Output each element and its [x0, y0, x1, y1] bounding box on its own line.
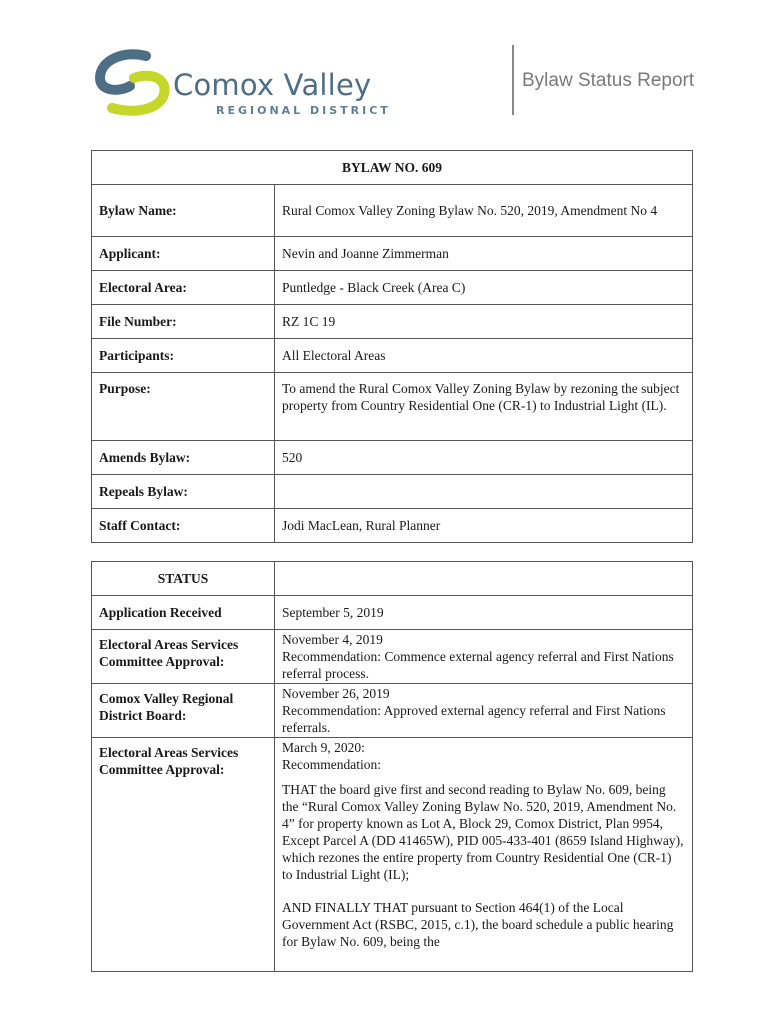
row-value — [275, 475, 693, 509]
table-row — [92, 509, 693, 543]
row-label: File Number: — [92, 305, 275, 339]
row-label: Electoral Areas Services Committee Approval: — [92, 738, 275, 972]
row-label: Application Received — [92, 596, 275, 630]
cvrd-logo — [94, 48, 394, 120]
row-value — [275, 684, 693, 738]
status-table — [91, 561, 693, 972]
resolution-paragraph: AND FINALLY THAT pursuant to Section 464(1) of the Local Government Act (RSBC, 2015, c.1), the board schedule a public hearing for Bylaw No. 609, being the — [282, 900, 674, 949]
row-label: Purpose: — [92, 373, 275, 441]
row-label: Staff Contact: — [92, 509, 275, 543]
status-recommendation: Recommendation: — [282, 757, 381, 772]
row-value: RZ 1C 19 — [275, 305, 693, 339]
row-value — [275, 738, 693, 972]
org-subtitle: REGIONAL DISTRICT — [216, 104, 391, 117]
table-row — [92, 630, 693, 684]
bylaw-table — [91, 150, 693, 543]
row-label: Applicant: — [92, 237, 275, 271]
report-title: Bylaw Status Report — [522, 70, 695, 91]
status-recommendation: Recommendation: Commence external agency referral and First Nations referral process. — [282, 649, 674, 681]
row-label: Comox Valley Regional District Board: — [92, 684, 275, 738]
table-row — [92, 738, 693, 972]
table-row — [92, 684, 693, 738]
row-value: September 5, 2019 — [275, 596, 693, 630]
row-value: Puntledge - Black Creek (Area C) — [275, 271, 693, 305]
row-value: 520 — [275, 441, 693, 475]
table-row — [92, 596, 693, 630]
row-label: Electoral Areas Services Committee Approval: — [92, 630, 275, 684]
bylaw-number: BYLAW NO. 609 — [92, 151, 693, 185]
table-row — [92, 373, 693, 441]
row-value: Jodi MacLean, Rural Planner — [275, 509, 693, 543]
status-recommendation: Recommendation: Approved external agency referral and First Nations referrals. — [282, 703, 666, 735]
table-row — [92, 562, 693, 596]
table-row — [92, 237, 693, 271]
table-row — [92, 185, 693, 237]
row-value: To amend the Rural Comox Valley Zoning Bylaw by rezoning the subject property from Country Residential One (CR-1) to Industrial Light (IL). — [275, 373, 693, 441]
row-label: Repeals Bylaw: — [92, 475, 275, 509]
status-date: March 9, 2020: — [282, 740, 365, 755]
status-heading-blank — [275, 562, 693, 596]
table-row — [92, 151, 693, 185]
status-date: November 4, 2019 — [282, 632, 383, 647]
table-row — [92, 441, 693, 475]
table-row — [92, 271, 693, 305]
row-label: Electoral Area: — [92, 271, 275, 305]
status-date: November 26, 2019 — [282, 686, 390, 701]
row-value: All Electoral Areas — [275, 339, 693, 373]
row-value — [275, 630, 693, 684]
table-row — [92, 475, 693, 509]
cvrd-swirl-icon — [94, 48, 174, 120]
row-value: Nevin and Joanne Zimmerman — [275, 237, 693, 271]
row-label: Bylaw Name: — [92, 185, 275, 237]
row-label: Amends Bylaw: — [92, 441, 275, 475]
table-row — [92, 339, 693, 373]
header-divider — [512, 45, 514, 115]
row-value: Rural Comox Valley Zoning Bylaw No. 520, 2019, Amendment No 4 — [275, 185, 693, 237]
org-name: Comox Valley — [173, 68, 372, 102]
resolution-paragraph: THAT the board give first and second reading to Bylaw No. 609, being the “Rural Comox Valley Zoning Bylaw No. 520, 2019, Amendment No. 4” for property known as Lot A, Block 29, Comox District, Plan 9954, Except Parcel A (DD 41465W), PID 005-433-401 (8659 Island Highway), which rezones the entire property from Country Residential One (CR-1) to Industrial Light (IL); — [282, 782, 684, 882]
table-row — [92, 305, 693, 339]
row-label: Participants: — [92, 339, 275, 373]
status-heading: STATUS — [92, 562, 275, 596]
